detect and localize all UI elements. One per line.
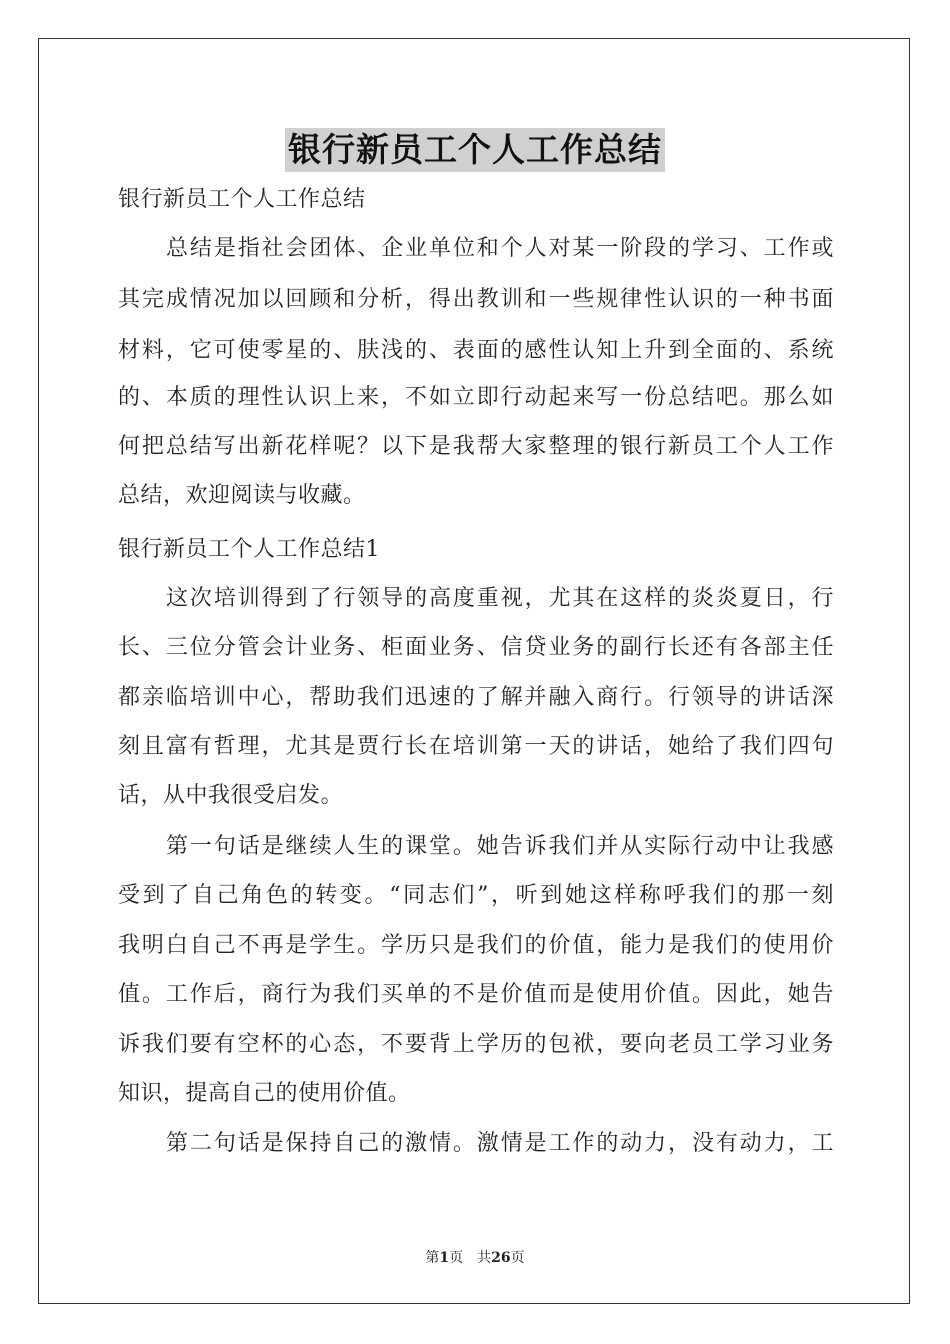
intro-line: 的、本质的理性认识上来，不如立即行动起来写一份总结吧。那么如: [118, 385, 834, 410]
paragraph-line: 我明白自己不再是学生。学历只是我们的价值，能力是我们的使用价: [118, 933, 834, 958]
page-border: [38, 38, 910, 1304]
paragraph-line: 知识，提高自己的使用价值。: [118, 1081, 411, 1106]
paragraph-line: 诉我们要有空杯的心态，不要背上学历的包袱，要向老员工学习业务: [118, 1032, 834, 1057]
paragraph-line: 第一句话是继续人生的课堂。她告诉我们并从实际行动中让我感: [166, 834, 834, 859]
intro-line: 材料，它可使零星的、肤浅的、表面的感性认知上升到全面的、系统: [118, 338, 834, 363]
intro-line: 何把总结写出新花样呢？以下是我帮大家整理的银行新员工个人工作: [118, 434, 834, 459]
paragraph-line: 这次培训得到了行领导的高度重视，尤其在这样的炎炎夏日，行: [166, 586, 834, 611]
paragraph-line: 话，从中我很受启发。: [118, 783, 344, 808]
paragraph-line: 值。工作后，商行为我们买单的不是价值而是使用价值。因此，她告: [118, 982, 834, 1007]
paragraph-line: 第二句话是保持自己的激情。激情是工作的动力，没有动力，工: [166, 1131, 834, 1156]
current-page-number: 1: [439, 1250, 450, 1266]
paragraph-line: 都亲临培训中心，帮助我们迅速的了解并融入商行。行领导的讲话深: [118, 685, 834, 710]
footer-suffix: 页: [510, 1250, 525, 1266]
document-title: 银行新员工个人工作总结: [285, 128, 665, 172]
intro-line: 总结，欢迎阅读与收藏。: [118, 483, 366, 508]
section-heading: 银行新员工个人工作总结1: [118, 537, 380, 562]
page-footer: [0, 1247, 950, 1267]
subtitle: 银行新员工个人工作总结: [118, 187, 366, 212]
total-pages-number: 26: [491, 1250, 511, 1266]
footer-prefix: 第: [425, 1250, 440, 1266]
footer-mid: 页 共: [449, 1250, 492, 1266]
intro-line: 总结是指社会团体、企业单位和个人对某一阶段的学习、工作或: [166, 236, 834, 261]
paragraph-line: 刻且富有哲理，尤其是贾行长在培训第一天的讲话，她给了我们四句: [118, 734, 834, 759]
paragraph-line: 长、三位分管会计业务、柜面业务、信贷业务的副行长还有各部主任: [118, 635, 834, 660]
intro-line: 其完成情况加以回顾和分析，得出教训和一些规律性认识的一种书面: [118, 287, 834, 312]
paragraph-line: 受到了自己角色的转变。“同志们”，听到她这样称呼我们的那一刻: [118, 883, 834, 908]
